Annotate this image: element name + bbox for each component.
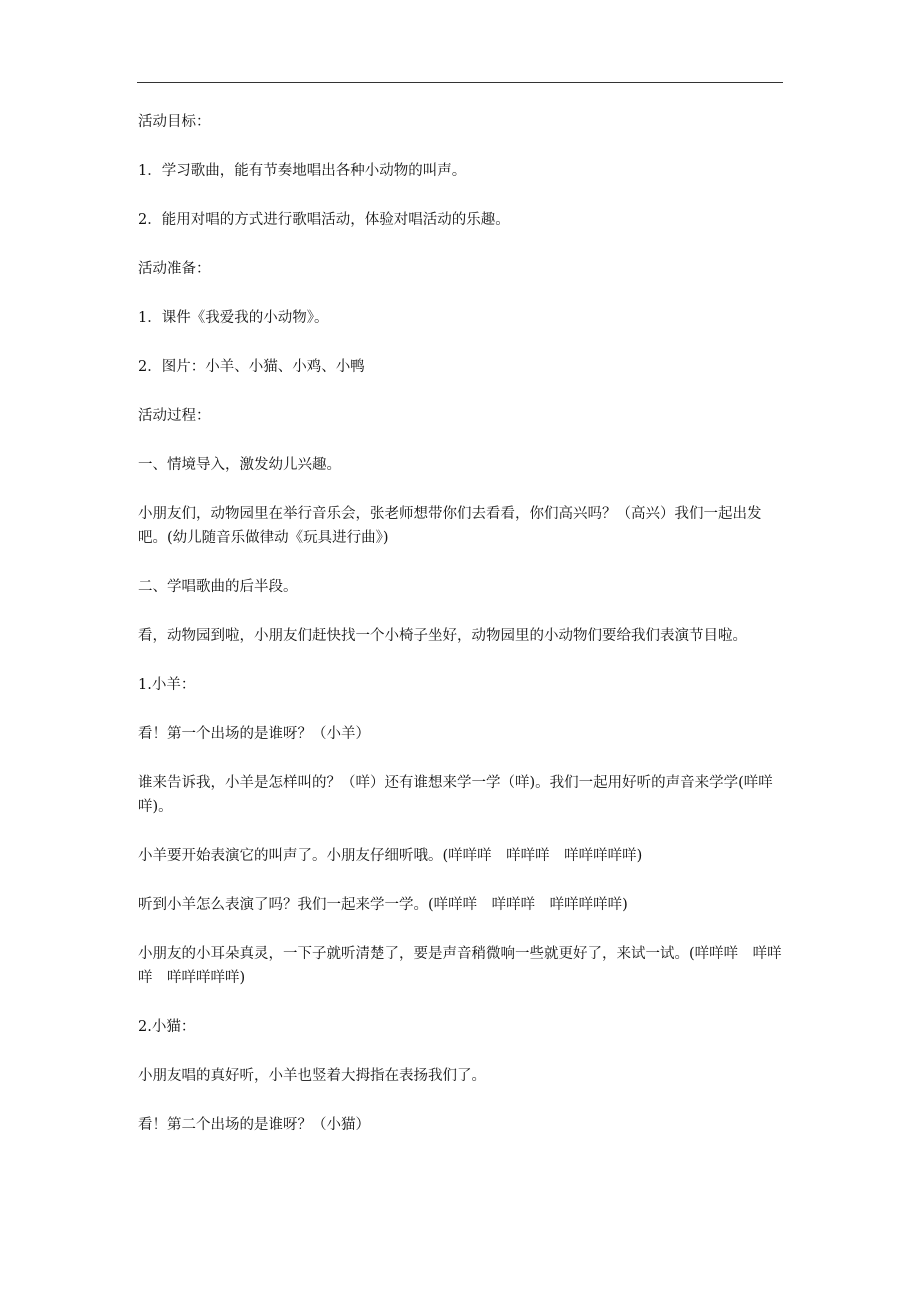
intro-paragraph: 小朋友们，动物园里在举行音乐会，张老师想带你们去看看，你们高兴吗？（高兴）我们一起出发吧。(幼儿随音乐做律动《玩具进行曲》) — [138, 506, 762, 546]
zoo-paragraph: 看，动物园到啦，小朋友们赶快找一个小椅子坐好，动物园里的小动物们要给我们表演节目啦。 — [138, 628, 747, 644]
heading-preparation: 活动准备： — [138, 261, 211, 277]
goal-2: 2．能用对唱的方式进行歌唱活动，体验对唱活动的乐趣。 — [138, 212, 510, 228]
sheep-line-5: 小朋友的小耳朵真灵，一下子就听清楚了，要是声音稍微响一些就更好了，来试一试。(咩咩咩 咩咩咩 咩咩咩咩咩) — [138, 946, 782, 986]
section-1-title: 一、情境导入，激发幼儿兴趣。 — [138, 457, 341, 473]
prep-2: 2．图片：小羊、小猫、小鸡、小鸭 — [138, 359, 365, 375]
header-rule — [137, 82, 783, 83]
sheep-line-3: 小羊要开始表演它的叫声了。小朋友仔细听哦。(咩咩咩 咩咩咩 咩咩咩咩咩) — [138, 848, 643, 864]
cat-line-1: 小朋友唱的真好听，小羊也竖着大拇指在表扬我们了。 — [138, 1068, 486, 1084]
sheep-line-1: 看！第一个出场的是谁呀？（小羊） — [138, 726, 370, 742]
sheep-line-2: 谁来告诉我，小羊是怎样叫的？（咩）还有谁想来学一学（咩)。我们一起用好听的声音来学学(咩咩咩)。 — [138, 775, 773, 815]
cat-heading: 2.小猫： — [138, 1019, 196, 1035]
cat-line-2: 看！第二个出场的是谁呀？（小猫） — [138, 1117, 370, 1133]
heading-process: 活动过程： — [138, 408, 211, 424]
sheep-heading: 1.小羊： — [138, 677, 196, 693]
section-2-title: 二、学唱歌曲的后半段。 — [138, 579, 298, 595]
prep-1: 1．课件《我爱我的小动物》。 — [138, 310, 329, 326]
document-body — [138, 110, 784, 1137]
heading-goals: 活动目标： — [138, 114, 211, 130]
goal-1: 1．学习歌曲，能有节奏地唱出各种小动物的叫声。 — [138, 163, 467, 179]
sheep-line-4: 听到小羊怎么表演了吗？我们一起来学一学。(咩咩咩 咩咩咩 咩咩咩咩咩) — [138, 897, 628, 913]
